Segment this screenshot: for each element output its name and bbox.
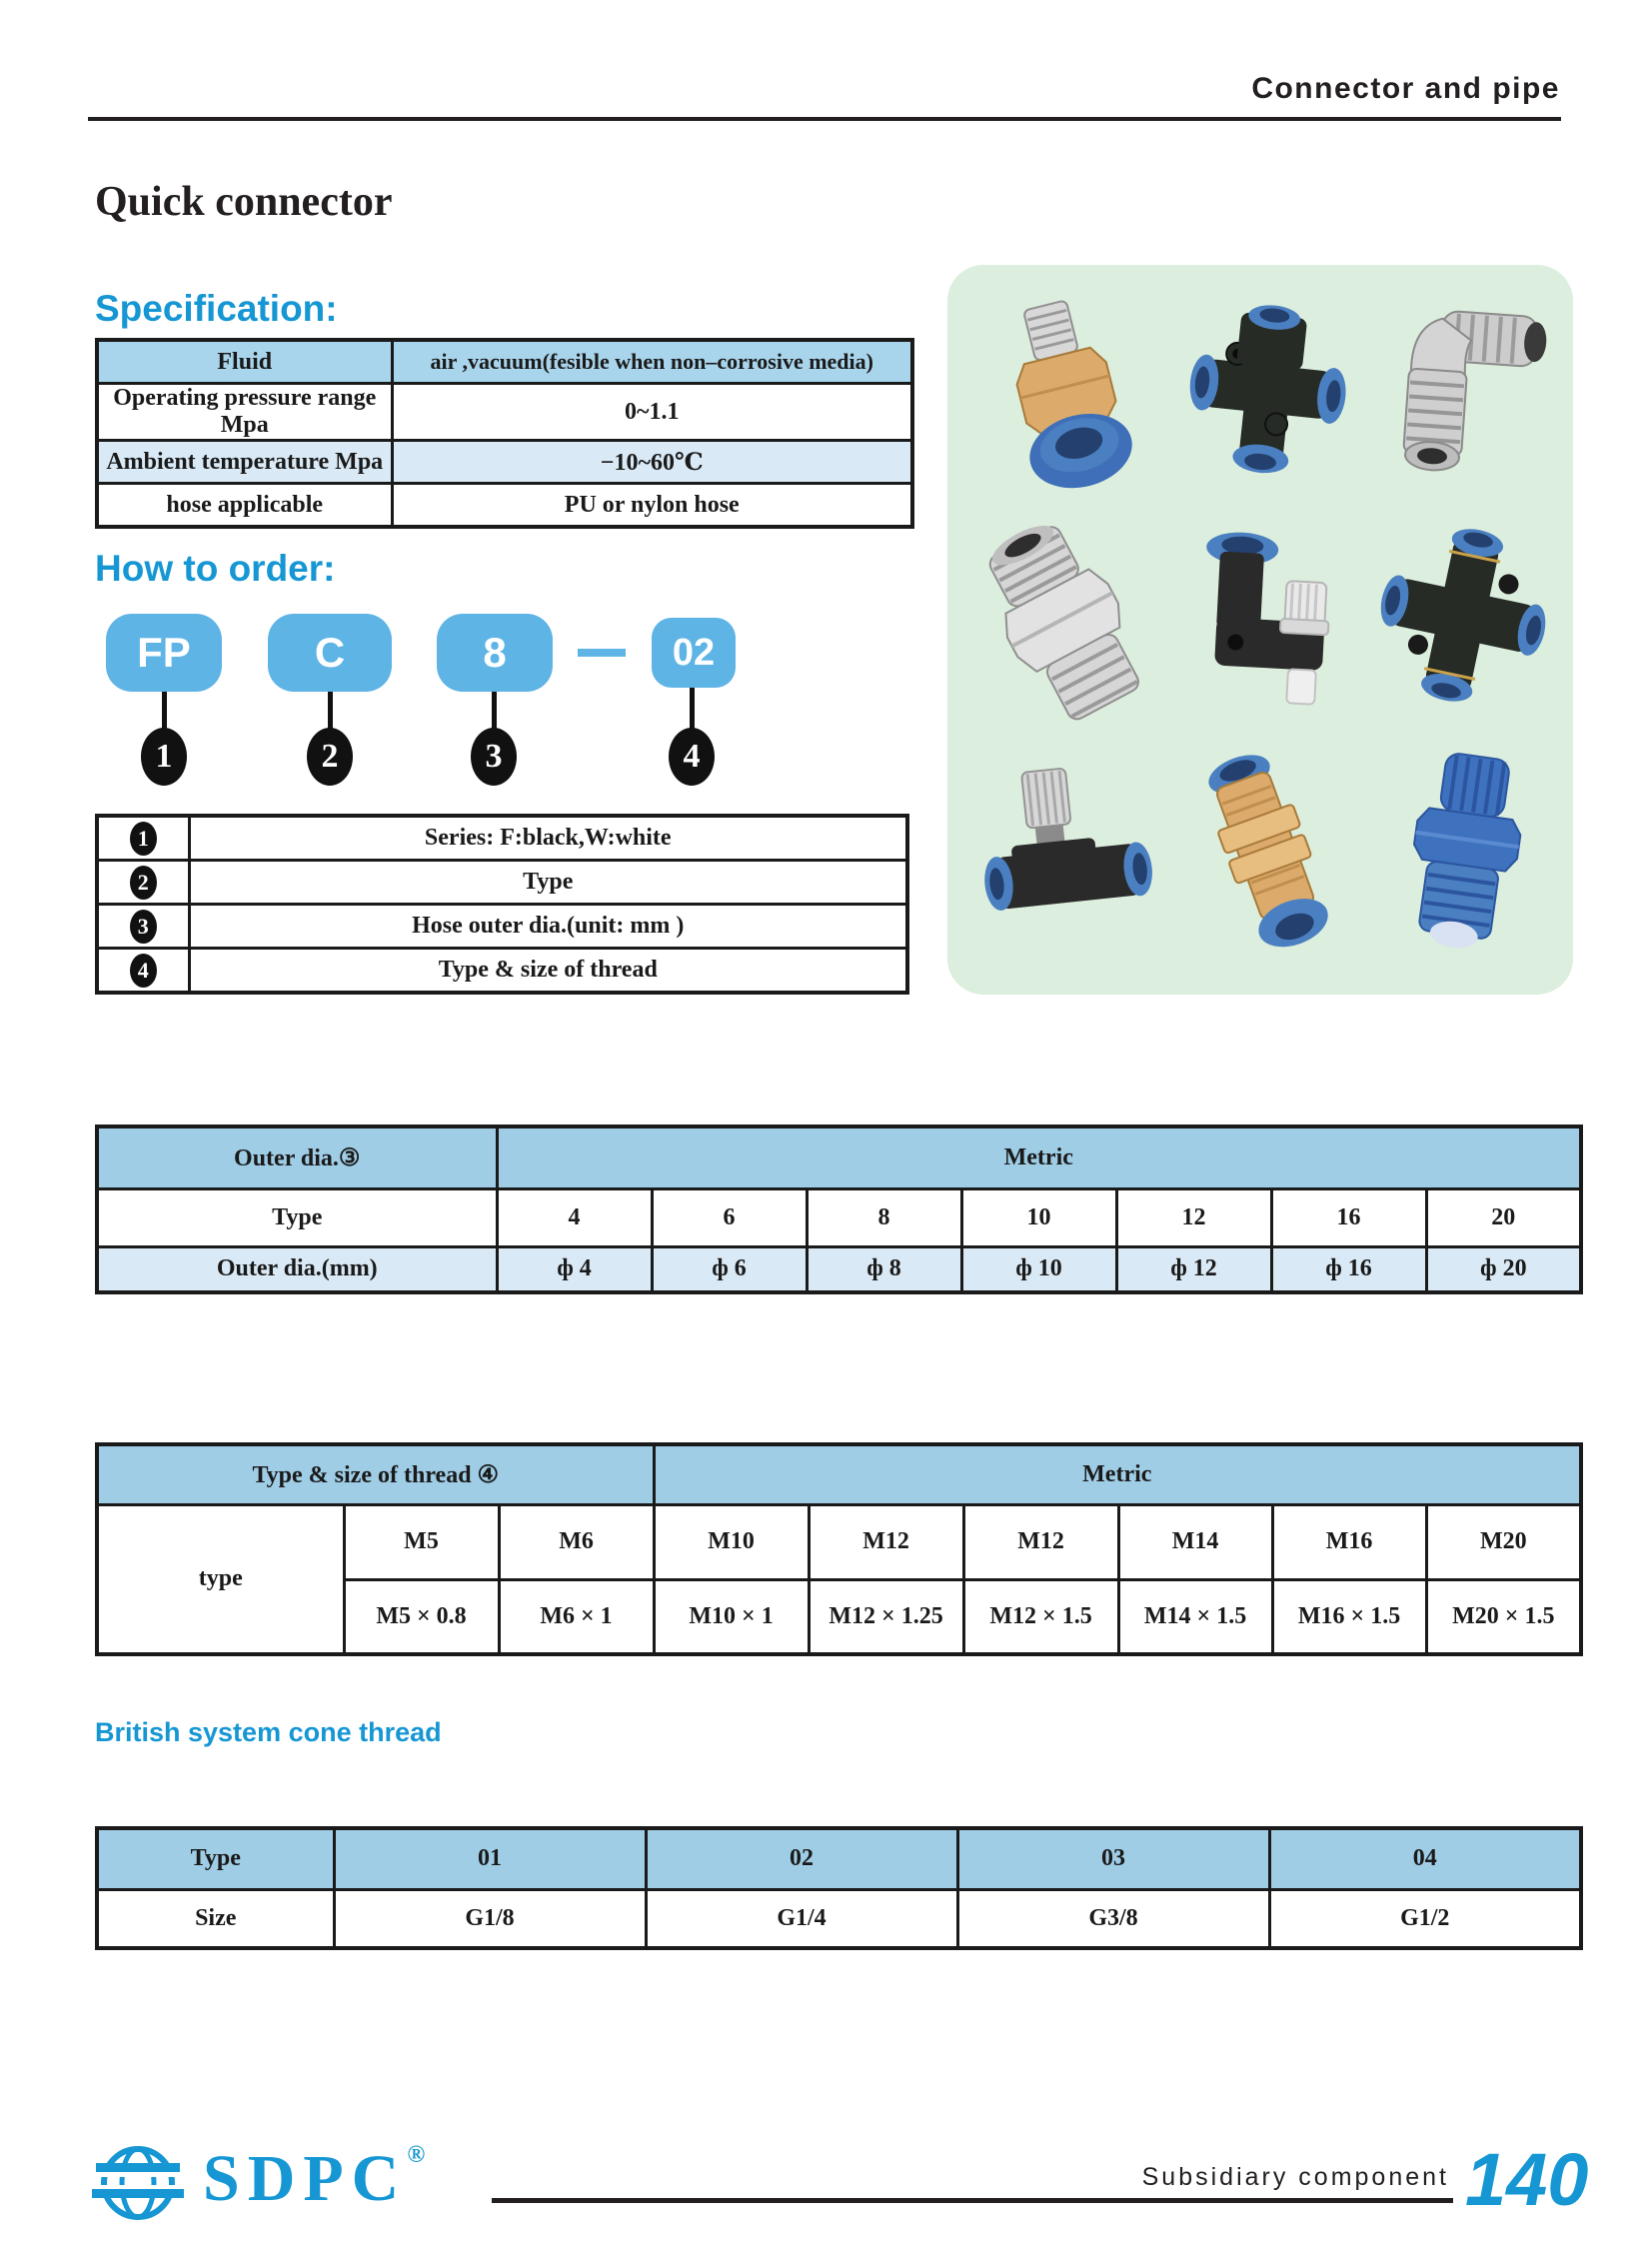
type-cell: 20: [1426, 1188, 1581, 1246]
order-legend-table: [95, 814, 909, 995]
table-row: [97, 1127, 1581, 1188]
thread-type-cell: M5: [344, 1504, 499, 1579]
order-code-part-dia: 8: [437, 614, 553, 692]
table-row: [97, 1246, 1581, 1292]
specification-table: [95, 338, 914, 529]
legend-num-cell: [97, 816, 189, 861]
callout-number-1: 1: [141, 728, 187, 786]
legend-text-dia: Hose outer dia.(unit: mm ): [189, 905, 907, 949]
brand-logo-text: SDPC®: [203, 2142, 426, 2215]
order-code-part-type: C: [268, 614, 392, 692]
dia-cell: ф 20: [1426, 1246, 1581, 1292]
british-thread-table: [95, 1826, 1583, 1950]
order-code-part-thread: 02: [652, 618, 736, 688]
legend-number-1: 1: [130, 822, 157, 856]
thread-type-cell: M20: [1426, 1504, 1581, 1579]
fitting-inline-flow-valve: [972, 747, 1157, 967]
thread-corner-label: Type & size of thread ④: [97, 1444, 654, 1504]
legend-text-series: Series: F:black,W:white: [189, 816, 907, 861]
table-row: [97, 949, 907, 994]
outer-dia-mm-label: Outer dia.(mm): [97, 1246, 497, 1292]
fitting-straight-male-connector: [975, 295, 1160, 515]
dia-cell: ф 6: [652, 1246, 807, 1292]
order-code-dash: [578, 649, 626, 657]
outer-dia-type-label: Type: [97, 1188, 497, 1246]
thread-size-cell: M20 × 1.5: [1426, 1579, 1581, 1654]
spec-label-hose: hose applicable: [97, 484, 392, 528]
british-size-cell: G1/4: [646, 1889, 957, 1948]
fitting-cross-connector: [1367, 515, 1552, 735]
legend-num-cell: [97, 905, 189, 949]
british-size-label: Size: [97, 1889, 334, 1948]
table-row: [97, 384, 912, 441]
table-row: [97, 1504, 1581, 1579]
thread-type-cell: M14: [1118, 1504, 1272, 1579]
spec-value-temperature: −10~60℃: [392, 441, 912, 484]
thread-type-cell: M10: [654, 1504, 809, 1579]
thread-size-cell: M6 × 1: [499, 1579, 654, 1654]
callout-line: [492, 692, 497, 732]
thread-size-cell: M14 × 1.5: [1118, 1579, 1272, 1654]
spec-label-pressure: Operating pressure range Mpa: [97, 384, 392, 441]
spec-label-temperature: Ambient temperature Mpa: [97, 441, 392, 484]
how-to-order-heading: How to order:: [95, 548, 336, 589]
fitting-bulkhead-union: [1172, 743, 1357, 968]
fitting-elbow-speed-controller: [1172, 520, 1357, 740]
spec-label-fluid: Fluid: [97, 340, 392, 384]
table-row: [97, 1444, 1581, 1504]
type-cell: 4: [497, 1188, 652, 1246]
british-size-cell: G1/8: [334, 1889, 646, 1948]
table-row: [97, 441, 912, 484]
british-type-label: Type: [97, 1828, 334, 1889]
thread-size-cell: M5 × 0.8: [344, 1579, 499, 1654]
legend-number-3: 3: [130, 910, 157, 944]
thread-size-cell: M12 × 1.25: [809, 1579, 963, 1654]
type-cell: 10: [961, 1188, 1116, 1246]
footer-rule: [492, 2198, 1453, 2203]
product-gallery-panel: [947, 265, 1573, 995]
table-row: [97, 1828, 1581, 1889]
table-row: [97, 1889, 1581, 1948]
thread-size-table: [95, 1442, 1583, 1656]
page-number: 140: [1465, 2138, 1589, 2221]
registered-mark: ®: [407, 2142, 426, 2168]
legend-num-cell: [97, 949, 189, 994]
british-type-cell: 03: [957, 1828, 1269, 1889]
legend-num-cell: [97, 861, 189, 905]
thread-type-cell: M12: [963, 1504, 1118, 1579]
spec-value-hose: PU or nylon hose: [392, 484, 912, 528]
british-type-cell: 02: [646, 1828, 957, 1889]
legend-text-thread: Type & size of thread: [189, 949, 907, 994]
legend-number-2: 2: [130, 866, 157, 900]
table-row: [97, 816, 907, 861]
fitting-blue-male-connector: [1367, 743, 1552, 968]
dia-cell: ф 16: [1271, 1246, 1426, 1292]
callout-number-3: 3: [471, 728, 517, 786]
callout-line: [690, 688, 695, 732]
fitting-chrome-elbow: [1367, 290, 1552, 510]
thread-row-label: type: [97, 1504, 344, 1654]
british-type-cell: 01: [334, 1828, 646, 1889]
thread-size-cell: M12 × 1.5: [963, 1579, 1118, 1654]
type-cell: 16: [1271, 1188, 1426, 1246]
fitting-tee-connector: [1172, 295, 1357, 515]
thread-size-cell: M16 × 1.5: [1272, 1579, 1426, 1654]
outer-dia-table: [95, 1125, 1583, 1294]
outer-dia-group-header: Metric: [497, 1127, 1581, 1188]
dia-cell: ф 10: [961, 1246, 1116, 1292]
callout-number-4: 4: [669, 728, 715, 786]
callout-line: [328, 692, 333, 732]
table-row: [97, 1188, 1581, 1246]
dia-cell: ф 8: [807, 1246, 961, 1292]
table-row: [97, 861, 907, 905]
british-size-cell: G1/2: [1269, 1889, 1581, 1948]
table-row: [97, 484, 912, 528]
thread-type-cell: M16: [1272, 1504, 1426, 1579]
spec-value-pressure: 0~1.1: [392, 384, 912, 441]
fitting-hex-nipple: [972, 520, 1157, 740]
callout-number-2: 2: [307, 728, 353, 786]
order-code-part-series: FP: [106, 614, 222, 692]
table-row: [97, 340, 912, 384]
table-row: [97, 905, 907, 949]
page-header-title: Connector and pipe: [1251, 72, 1560, 105]
thread-group-header: Metric: [654, 1444, 1581, 1504]
dia-cell: ф 4: [497, 1246, 652, 1292]
british-size-cell: G3/8: [957, 1889, 1269, 1948]
type-cell: 12: [1116, 1188, 1271, 1246]
page-title: Quick connector: [95, 179, 393, 225]
spec-value-fluid: air ,vacuum(fesible when non–corrosive media): [392, 340, 912, 384]
sdpc-globe-icon: [86, 2143, 190, 2223]
type-cell: 8: [807, 1188, 961, 1246]
thread-type-cell: M6: [499, 1504, 654, 1579]
specification-heading: Specification:: [95, 288, 338, 329]
british-type-cell: 04: [1269, 1828, 1581, 1889]
legend-text-type: Type: [189, 861, 907, 905]
footer-section-label: Subsidiary component: [1141, 2163, 1449, 2191]
thread-type-cell: M12: [809, 1504, 963, 1579]
type-cell: 6: [652, 1188, 807, 1246]
dia-cell: ф 12: [1116, 1246, 1271, 1292]
callout-line: [162, 692, 167, 732]
header-rule: [88, 117, 1561, 121]
legend-number-4: 4: [130, 954, 157, 988]
outer-dia-corner-label: Outer dia.③: [97, 1127, 497, 1188]
british-thread-heading: British system cone thread: [95, 1717, 442, 1747]
thread-size-cell: M10 × 1: [654, 1579, 809, 1654]
